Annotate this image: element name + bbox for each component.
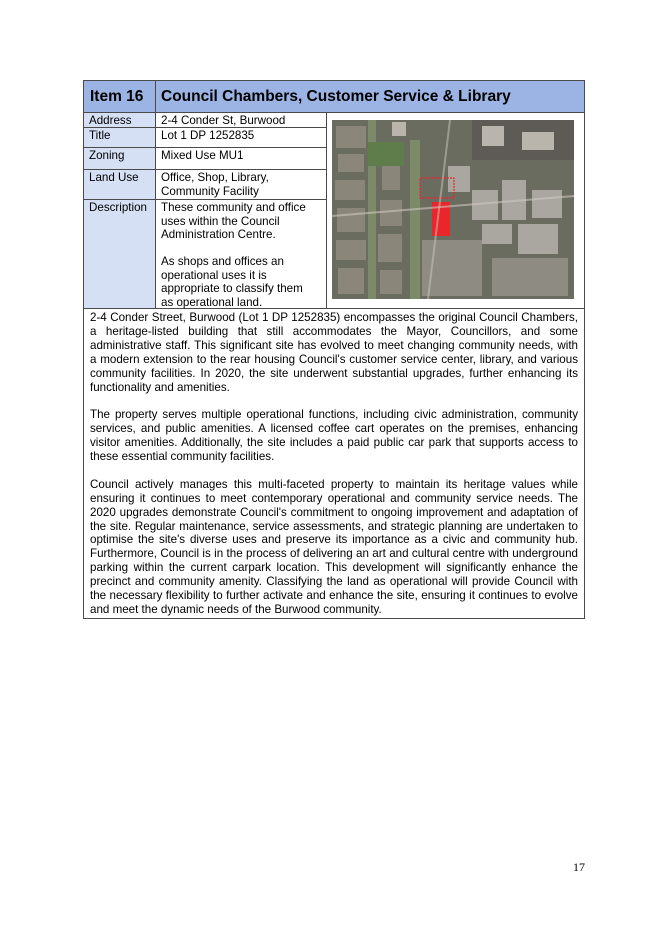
item-title: Council Chambers, Customer Service & Library <box>161 88 511 105</box>
aerial-map <box>332 120 574 299</box>
land-use-row <box>84 170 326 200</box>
address-value: 2-4 Conder St, Burwood <box>161 114 286 127</box>
zoning-value: Mixed Use MU1 <box>161 149 244 162</box>
address-row <box>84 113 326 128</box>
item-number: Item 16 <box>84 81 156 112</box>
property-details <box>84 113 327 308</box>
description-label: Description <box>84 200 156 308</box>
map-cell <box>327 113 584 308</box>
description-value: These community and office uses within the Council Administration Centre. As shops and offices an operational uses it is appropriate to classify them as operational land. <box>161 201 306 309</box>
aerial-map-image <box>332 120 574 299</box>
description-row <box>84 200 326 308</box>
paragraph: 2-4 Conder Street, Burwood (Lot 1 DP 1252835) encompasses the original Council Chambers, a heritage-listed building that still accommodates the Mayor, Councillors, and some administrative staff. This significant site has evolved to meet changing community needs, with a modern extension to the rear housing Council's customer service center, library, and various community facilities. In 2020, the site underwent substantial upgrades, further enhancing its functionality and amenities. <box>90 311 578 394</box>
body-text <box>84 309 584 618</box>
title-label: Title <box>84 128 156 147</box>
details-section <box>84 113 584 309</box>
land-use-label: Land Use <box>84 170 156 199</box>
paragraph: The property serves multiple operational functions, including civic administration, community services, and public amenities. A licensed coffee cart operates on the premises, enhancing visitor amenities. Additionally, the site includes a paid public car park that supports access to these essential community facilities. <box>90 408 578 464</box>
zoning-row <box>84 148 326 170</box>
page-number: 17 <box>573 860 585 874</box>
zoning-label: Zoning <box>84 148 156 169</box>
property-table <box>83 80 585 619</box>
table-header <box>84 81 584 113</box>
title-row <box>84 128 326 148</box>
address-label: Address <box>84 113 156 127</box>
land-use-value: Office, Shop, Library, Community Facility <box>161 171 269 198</box>
title-value: Lot 1 DP 1252835 <box>161 129 255 142</box>
paragraph: Council actively manages this multi-faceted property to maintain its heritage values while ensuring it continues to meet contemporary operational and community service needs. The 2020 upgrades demonstrate Council's commitment to ongoing improvement and adaptation of the site. Regular maintenance, service assessments, and strategic planning are undertaken to optimise the site's diverse uses and preserve its importance as a civic and community hub. Furthermore, Council is in the process of delivering an art and cultural centre with underground parking within the current carpark location. This development will significantly enhance the precinct and community amenity. Classifying the land as operational will provide Council with the necessary flexibility to further activate and enhance the site, ensuring it continues to evolve and meet the dynamic needs of the Burwood community. <box>90 477 578 616</box>
